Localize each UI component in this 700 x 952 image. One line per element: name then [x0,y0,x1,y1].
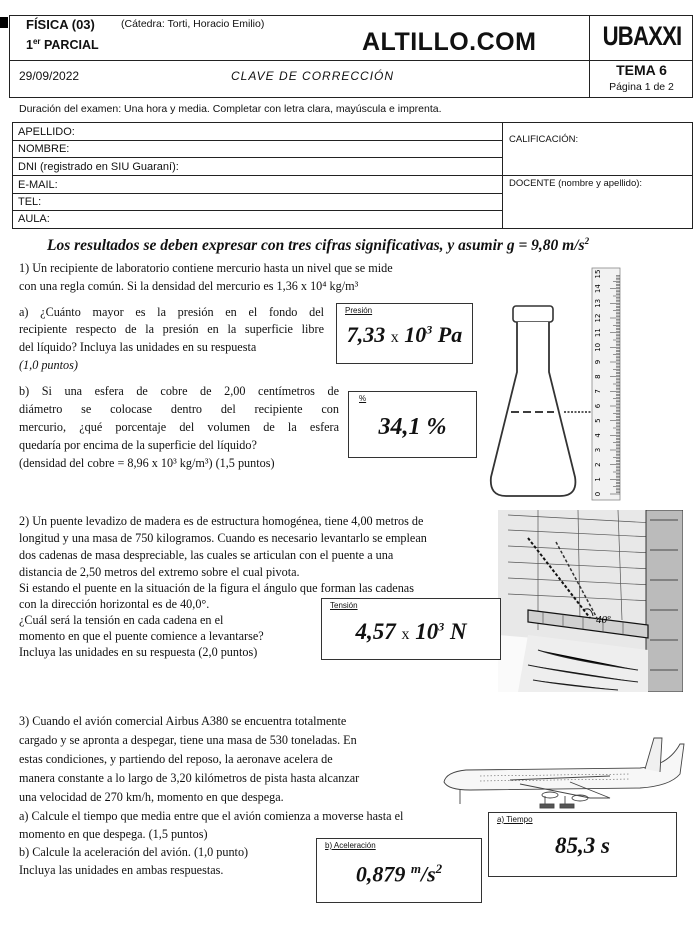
q2-answer-box [321,598,501,660]
q3a-answer-box [488,812,677,877]
ruler-number: 9 [594,359,602,365]
ruler-number: 6 [594,403,602,409]
corner-marker [0,17,8,28]
site-watermark: ALTILLO.COM [362,28,537,56]
instructions: Duración del examen: Una hora y media. Completar con letra clara, mayúscula e imprenta. [19,103,442,115]
form-line-5 [12,210,502,211]
header-divider-h [9,60,693,61]
catedra: (Cátedra: Torti, Horacio Emilio) [121,18,265,30]
q1a-line-3: del líquido? Incluya las unidades en su respuesta [19,340,257,354]
q3b-answer-label: b) Aceleración [325,841,376,850]
exam-label: PARCIAL [40,38,99,53]
ruler-number: 14 [594,284,602,294]
q2-line-5: Si estando el puente en la situación de la figura el ángulo que forman las cadenas [19,581,414,595]
q2-line-9: Incluya las unidades en su respuesta (2,0 puntos) [19,645,258,659]
q1b-line-3: mercurio, ¿qué porcentaje del volumen de la esfera [19,420,339,434]
q3-line-5: una velocidad de 270 km/h, momento en que despega. [19,790,284,804]
q1b-answer-label: % [359,394,367,403]
q3-line-8: b) Calcule la aceleración del avión. (1,0 punto) [19,845,249,859]
banner-exponent: 2 [584,236,590,246]
q2-times: x [401,626,410,643]
q2-unit: N [449,619,467,644]
q2-power: 10 [415,619,439,644]
q2-line-1: 2) Un puente levadizo de madera es de estructura homogénea, tiene 4,00 metros de [19,514,424,528]
q2-line-8: momento en que el puente comience a levantarse? [19,629,264,643]
q1a-line-2: recipiente respecto de la presión en la superficie libre [19,322,324,336]
q1a-mantissa: 7,33 [346,322,386,347]
field-calificacion[interactable]: CALIFICACIÓN: [509,134,579,145]
exam-number-sup: er [32,37,41,46]
ruler-number: 0 [594,491,602,497]
q1b-answer-value: 34,1 % [378,414,447,440]
q3-line-2: cargado y se apronta a despegar, tiene una masa de 530 toneladas. En [19,733,357,747]
q3-line-7: momento en que despega. (1,5 puntos) [19,827,208,841]
field-dni[interactable]: DNI (registrado en SIU Guaraní): [18,161,179,173]
q3-line-4: manera constante a lo largo de 3,20 kilómetros de pista hasta alcanzar [19,771,360,785]
q3b-answer-box [316,838,482,903]
ruler-number: 2 [594,462,602,467]
form-line-2 [12,157,502,158]
angle-label: 40º [596,614,611,626]
q3b-unit-exp: 2 [435,861,443,876]
q3b-number: 0,879 [355,861,406,887]
exam-name [26,37,99,52]
field-email[interactable]: E-MAIL: [18,179,58,191]
exam-date: 29/09/2022 [19,69,80,83]
q2-answer-label: Tensión [330,601,358,610]
flask-ruler-illustration [486,262,626,502]
exam-number: 1 [26,38,33,53]
q3a-answer-value: 85,3 s [555,833,610,858]
flask-icon [491,306,592,496]
q1a-times: x [390,329,399,346]
q2-line-6: con la dirección horizontal es de 40,0°. [19,597,210,611]
form-line-3 [12,175,693,176]
q2-answer-value [322,619,500,645]
ruler-number: 8 [594,374,602,379]
q1-intro-line-2: con una regla común. Si la densidad del mercurio es 1,36 x 10⁴ kg/m³ [19,279,359,293]
logo [592,21,692,52]
q1a-answer-value [337,322,472,348]
q1a-answer-box [336,303,473,364]
field-tel[interactable]: TEL: [18,196,42,208]
q2-line-7: ¿Cuál será la tensión en cada cadena en el [19,613,224,627]
ruler-number: 7 [594,389,602,394]
q3a-answer-label: a) Tiempo [497,815,533,824]
answer-key-title: CLAVE DE CORRECCIÓN [231,69,395,83]
q1a-exponent: 3 [426,322,433,337]
q3-line-6: a) Calcule el tiempo que media entre que el avión comienza a moverse hasta el [19,809,404,823]
tema-label: TEMA 6 [616,62,667,78]
q2-line-2: longitud y una masa de 750 kilogramos. Cuando es necesario levantarlo se emplean [19,531,427,545]
instructions-banner [47,236,589,255]
q1b-line-5: (densidad del cobre = 8,96 x 10³ kg/m³) (1,5 puntos) [19,456,275,470]
ruler-number: 12 [594,313,602,323]
q1b-answer-box [348,391,477,458]
ruler-icon [592,268,620,500]
q1a-points: (1,0 puntos) [19,358,78,372]
field-apellido[interactable]: APELLIDO: [18,126,75,138]
q3b-answer-value [317,861,481,887]
form-line-1 [12,140,502,141]
page-indicator: Página 1 de 2 [609,81,674,93]
field-nombre[interactable]: NOMBRE: [18,143,70,155]
q1b-line-2: diámetro se colocase dentro del recipiente con [19,402,339,416]
q1a-power: 10 [404,322,427,347]
q1a-line-1: a) ¿Cuánto mayor es la presión en el fondo del [19,305,324,319]
ruler-number: 11 [594,328,602,338]
ruler-number: 1 [594,477,602,482]
q2-line-4: distancia de 2,50 metros del extremo sobre el cual pivota. [19,565,300,579]
drawbridge-illustration [498,510,683,692]
airplane-illustration [440,732,685,812]
q2-mantissa: 4,57 [355,619,396,644]
q1a-unit: Pa [437,322,463,347]
form-line-4 [12,193,502,194]
course-title: FÍSICA (03) [26,17,95,32]
banner-text: Los resultados se deben expresar con tres cifras significativas, y asumir g = 9,80 m/s [47,237,585,255]
ruler-number: 13 [594,298,602,308]
q3-line-1: 3) Cuando el avión comercial Airbus A380 se encuentra totalmente [19,714,347,728]
q1b-line-1: b) Si una esfera de cobre de 2,00 centímetros de [19,384,339,398]
q3b-unit-s: /s [420,861,436,887]
field-aula[interactable]: AULA: [18,213,50,225]
q3b-unit-m: m [410,861,421,876]
ruler-number: 5 [594,418,602,423]
ruler-number: 3 [594,447,602,453]
ruler-number: 15 [594,269,602,279]
q2-exponent: 3 [438,619,445,634]
ruler-number: 10 [594,342,602,352]
q1b-line-4: quedaría por encima de la superficie del líquido? [19,438,257,452]
ruler-number: 4 [594,433,602,438]
q1a-answer-label: Presión [345,306,373,315]
q1-intro-line-1: 1) Un recipiente de laboratorio contiene mercurio hasta un nivel que se mide [19,261,393,275]
logo-text: UBAXXI [602,21,682,51]
q3-line-3: estas condiciones, y partiendo del reposo, la aeronave acelera de [19,752,333,766]
q3-line-9: Incluya las unidades en ambas respuestas. [19,863,224,877]
q2-line-3: dos cadenas de masa despreciable, las cuales se articulan con el puente a una [19,548,394,562]
field-docente[interactable]: DOCENTE (nombre y apellido): [509,178,643,189]
airplane-icon [444,738,684,808]
